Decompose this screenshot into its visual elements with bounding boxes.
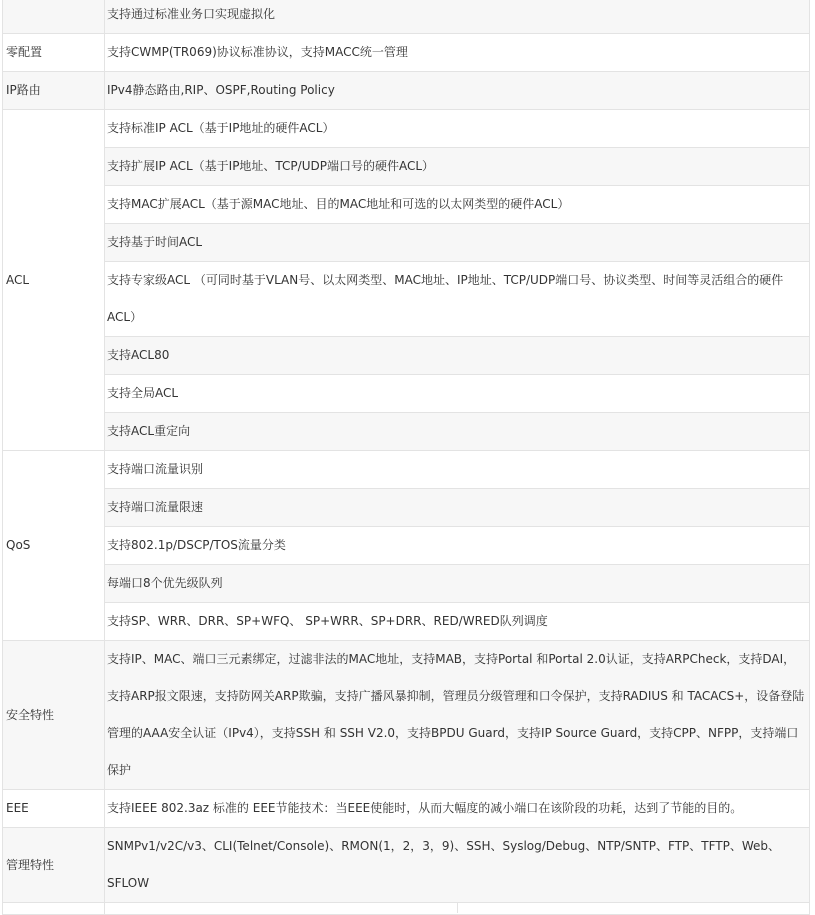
- spec-row: [3, 224, 810, 262]
- spec-value-cell: 支持ACL80: [105, 337, 810, 375]
- spec-category-cell: 管理特性: [3, 828, 105, 903]
- spec-row: [3, 0, 810, 34]
- spec-row-partial: [3, 903, 810, 915]
- spec-table-body: [3, 0, 810, 915]
- spec-value-cell: 支持ACL重定向: [105, 413, 810, 451]
- spec-value-cell: 支持MAC扩展ACL（基于源MAC地址、目的MAC地址和可选的以太网类型的硬件ACL）: [105, 186, 810, 224]
- spec-value-cell: 每端口8个优先级队列: [105, 565, 810, 603]
- spec-value-cell: IPv4静态路由,RIP、OSPF,Routing Policy: [105, 72, 810, 110]
- spec-row: [3, 262, 810, 337]
- spec-table: [2, 0, 810, 915]
- spec-value-cell: 支持SP、WRR、DRR、SP+WFQ、 SP+WRR、SP+DRR、RED/WRED队列调度: [105, 603, 810, 641]
- spec-row: [3, 337, 810, 375]
- spec-category-cell: ACL: [3, 110, 105, 451]
- spec-category-cell: [3, 0, 105, 34]
- spec-row: [3, 527, 810, 565]
- spec-row: [3, 451, 810, 489]
- spec-value-cell: 支持基于时间ACL: [105, 224, 810, 262]
- spec-row: [3, 413, 810, 451]
- spec-value-cell: 支持扩展IP ACL（基于IP地址、TCP/UDP端口号的硬件ACL）: [105, 148, 810, 186]
- spec-value-cell: 支持IP、MAC、端口三元素绑定，过滤非法的MAC地址，支持MAB，支持Portal 和Portal 2.0认证，支持ARPCheck，支持DAI，支持ARP报文限速，支持防网关ARP欺骗，支持广播风暴抑制，管理员分级管理和口令保护，支持RADIUS 和 TACACS+，设备登陆管理的AAA安全认证（IPv4），支持SSH 和 SSH V2.0，支持BPDU Guard，支持IP Source Guard，支持CPP、NFPP，支持端口保护: [105, 641, 810, 790]
- spec-category-cell: EEE: [3, 790, 105, 828]
- spec-value-cell: [105, 903, 810, 915]
- spec-value-cell: 支持专家级ACL （可同时基于VLAN号、以太网类型、MAC地址、IP地址、TCP/UDP端口号、协议类型、时间等灵活组合的硬件ACL）: [105, 262, 810, 337]
- spec-category-cell: [3, 903, 105, 915]
- spec-value-cell: 支持802.1p/DSCP/TOS流量分类: [105, 527, 810, 565]
- spec-category-cell: IP路由: [3, 72, 105, 110]
- spec-row: [3, 72, 810, 110]
- spec-category-cell: 零配置: [3, 34, 105, 72]
- spec-row: [3, 603, 810, 641]
- spec-value-cell: 支持CWMP(TR069)协议标准协议，支持MACC统一管理: [105, 34, 810, 72]
- spec-row: [3, 565, 810, 603]
- spec-value-cell: 支持端口流量限速: [105, 489, 810, 527]
- spec-value-cell: SNMPv1/v2C/v3、CLI(Telnet/Console)、RMON(1，2，3，9)、SSH、Syslog/Debug、NTP/SNTP、FTP、TFTP、Web、SFLOW: [105, 828, 810, 903]
- spec-row: [3, 790, 810, 828]
- spec-value-cell: 支持通过标准业务口实现虚拟化: [105, 0, 810, 34]
- spec-row: [3, 34, 810, 72]
- spec-category-cell: 安全特性: [3, 641, 105, 790]
- spec-row: [3, 110, 810, 148]
- spec-row: [3, 148, 810, 186]
- spec-category-cell: QoS: [3, 451, 105, 641]
- spec-row: [3, 375, 810, 413]
- spec-row: [3, 641, 810, 790]
- spec-value-cell: 支持端口流量识别: [105, 451, 810, 489]
- spec-value-cell: 支持IEEE 802.3az 标准的 EEE节能技术：当EEE使能时，从而大幅度的减小端口在该阶段的功耗，达到了节能的目的。: [105, 790, 810, 828]
- spec-row: [3, 489, 810, 527]
- spec-value-cell: 支持标准IP ACL（基于IP地址的硬件ACL）: [105, 110, 810, 148]
- spec-value-cell: 支持全局ACL: [105, 375, 810, 413]
- spec-row: [3, 828, 810, 903]
- spec-row: [3, 186, 810, 224]
